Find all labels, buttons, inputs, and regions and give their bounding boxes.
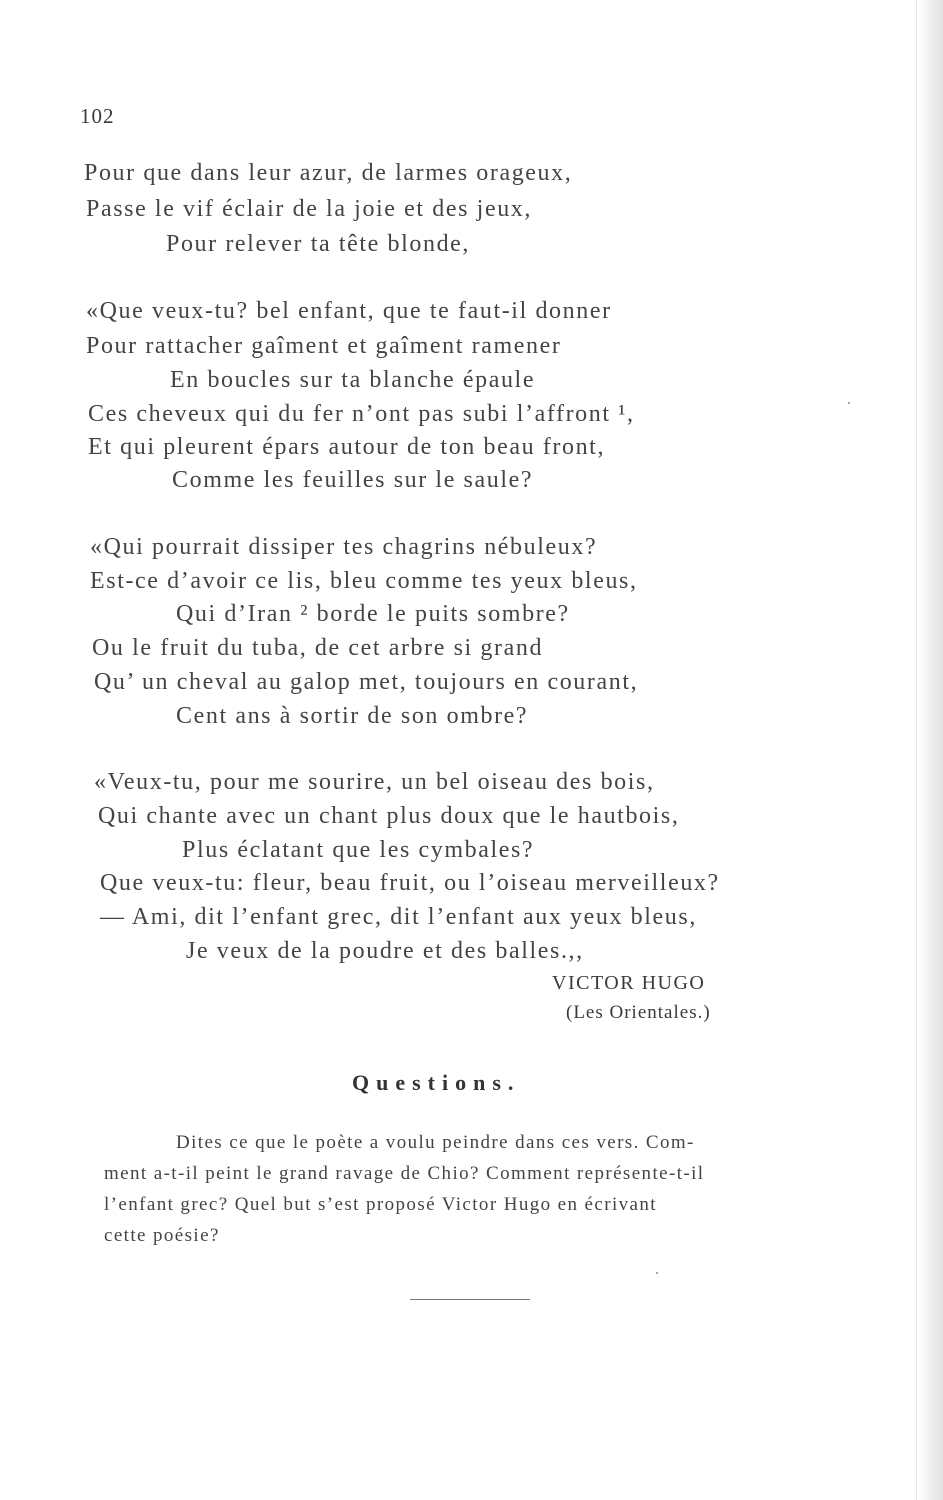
questions-heading: Questions. [352,1070,521,1095]
poem-line: Ou le fruit du tuba, de cet arbre si grand [92,635,544,661]
page-edge-shadow [919,0,943,1500]
page-number: 102 [80,104,115,128]
questions-text-line: cette poésie? [104,1225,220,1246]
poem-line: Cent ans à sortir de son ombre? [176,703,529,729]
ink-speck [656,1272,658,1274]
questions-text-line: Dites ce que le poète a voulu peindre dans ces vers. Com- [176,1132,695,1153]
poem-line: Qui d’Iran ² borde le puits sombre? [176,601,570,627]
poem-line: Est-ce d’avoir ce lis, bleu comme tes yeux bleus, [90,568,638,594]
poem-line: Pour que dans leur azur, de larmes orageux, [84,160,573,186]
ink-speck [848,402,850,404]
poem-line: — Ami, dit l’enfant grec, dit l’enfant aux yeux bleus, [100,904,697,930]
poem-line: Passe le vif éclair de la joie et des jeux, [86,196,532,222]
poem-line: «Que veux-tu? bel enfant, que te faut-il donner [86,298,612,324]
poem-line: Et qui pleurent épars autour de ton beau front, [88,434,606,460]
poem-source: (Les Orientales.) [566,1002,711,1023]
poem-line: Qu’ un cheval au galop met, toujours en courant, [94,669,639,695]
poem-line: En boucles sur ta blanche épaule [170,367,536,393]
questions-text-line: l’enfant grec? Quel but s’est proposé Victor Hugo en écrivant [104,1194,657,1215]
poem-line: Que veux-tu: fleur, beau fruit, ou l’oiseau merveilleux? [100,870,720,896]
poem-line: Qui chante avec un chant plus doux que le hautbois, [98,803,680,829]
page-edge-line [916,0,917,1500]
poem-line: Comme les feuilles sur le saule? [172,467,534,493]
poem-line: Je veux de la poudre et des balles.,, [186,938,584,964]
questions-text-line: ment a-t-il peint le grand ravage de Chio? Comment représente-t-il [104,1163,705,1184]
poem-author: VICTOR HUGO [552,972,706,994]
poem-line: «Qui pourrait dissiper tes chagrins nébuleux? [90,534,598,560]
poem-line: Pour relever ta tête blonde, [166,231,471,257]
end-rule [410,1299,530,1300]
poem-line: Pour rattacher gaîment et gaîment ramener [86,333,562,359]
poem-line: Plus éclatant que les cymbales? [182,837,535,863]
poem-line: «Veux-tu, pour me sourire, un bel oiseau des bois, [94,769,655,795]
poem-line: Ces cheveux qui du fer n’ont pas subi l’affront ¹, [88,401,635,427]
